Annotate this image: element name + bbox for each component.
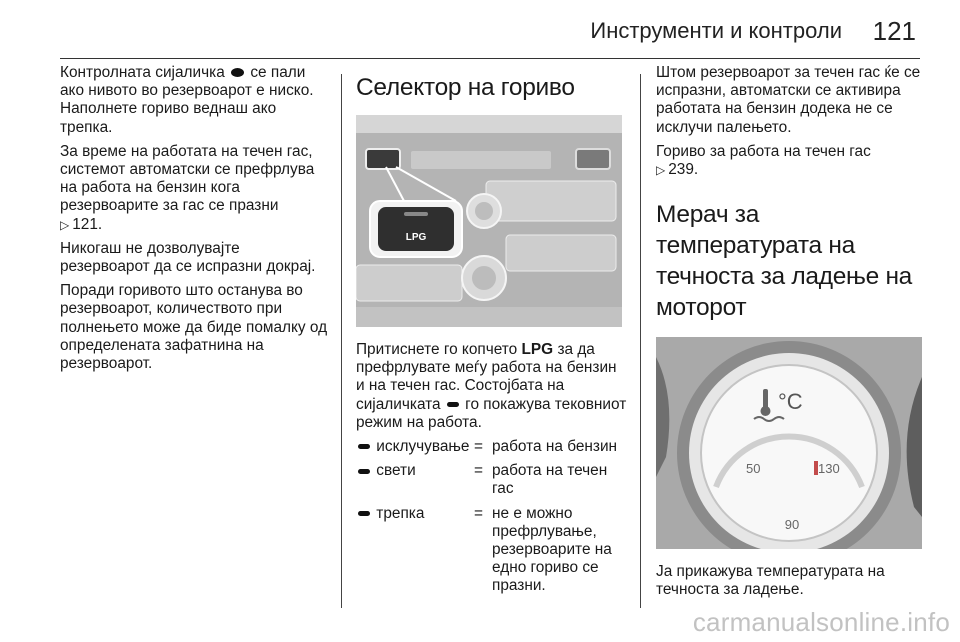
lpg-indicator-lamp-icon [358, 444, 370, 449]
lpg-button-label: LPG [405, 232, 427, 243]
page-title: Инструменти и контроли [590, 18, 842, 43]
watermark: carmanualsonline.info [692, 607, 950, 637]
section-heading: Мерач за температурата на течноста за ладење на моторот [656, 201, 913, 322]
column-divider [640, 74, 641, 608]
paragraph: Ја прикажува температурата на течноста за ладење. [656, 563, 885, 599]
lpg-indicator-lamp-icon [447, 402, 459, 407]
gauge-scale-label: 90 [784, 517, 800, 533]
column-3 [656, 64, 922, 606]
text: се пали ако нивото во резервоарот е ниско. Наполнете гориво веднаш ако трепка. [60, 64, 314, 136]
lamp-state-meaning: работа на течен гас [492, 462, 608, 498]
equals-sign: = [474, 462, 483, 480]
lamp-state-table [356, 438, 626, 602]
lpg-button-reference: LPG [521, 341, 554, 358]
page-reference-link[interactable]: 121. [72, 215, 103, 233]
lamp-state: исклучување [376, 438, 470, 456]
coolant-gauge-figure [656, 337, 922, 549]
lamp-state-meaning: не е можно префрлување, резервоарите на едно гориво се празни. [492, 504, 612, 595]
text: Притиснете го копчето [356, 341, 518, 358]
text: го покажува тековниот режим на работа. [356, 395, 627, 431]
table-row [356, 462, 626, 504]
page-header [60, 0, 920, 59]
gauge-scale-label: 130 [818, 461, 840, 477]
gauge-unit-label: °C [778, 389, 803, 415]
column-divider [341, 74, 342, 608]
paragraph [60, 64, 330, 137]
equals-sign: = [474, 438, 483, 456]
paragraph [656, 143, 922, 179]
column-2 [356, 64, 628, 602]
paragraph: Никогаш не дозволувајте резервоарот да се испразни докрај. [60, 239, 316, 276]
lamp-state: свети [376, 462, 416, 480]
table-row [356, 505, 626, 602]
paragraph [60, 143, 330, 234]
text: Гориво за работа на течен гас [656, 142, 871, 160]
page-reference-link[interactable]: 239. [668, 161, 699, 179]
lpg-indicator-lamp-icon [358, 469, 370, 474]
lamp-state: трепка [376, 504, 425, 522]
lpg-indicator-lamp-icon [358, 511, 370, 516]
paragraph: Штом резервоарот за течен гас ќе се испразни, автоматски се активира работата на бензин додека не се исклучи палењето. [656, 64, 921, 136]
table-row [356, 438, 626, 462]
lpg-selector-illustration [356, 115, 622, 327]
fuel-warning-lamp-icon [231, 68, 244, 77]
text: Контролната сијаличка [60, 64, 225, 81]
section-heading: Селектор на гориво [356, 74, 575, 101]
text: за да префрлувате меѓу работа на бензин и на течен гас. Состојбата на сијаличката [356, 341, 617, 413]
gauge-scale-label: 50 [746, 461, 761, 477]
coolant-gauge-illustration [656, 337, 922, 549]
lamp-state-meaning: работа на бензин [492, 438, 618, 456]
paragraph: Поради горивото што останува во резервоарот, количеството при полнењето може да биде помалку од определената зафатнина на резервоарот. [60, 282, 328, 373]
text: За време на работата на течен гас, системот автоматски се префрлува на работа на бензин кога резервоарите за гас се празни [60, 142, 315, 215]
page-reference-arrow-icon: ▷ [656, 163, 666, 178]
page-number: 121 [872, 16, 916, 46]
column-1 [60, 64, 330, 379]
equals-sign: = [474, 504, 483, 522]
paragraph [356, 341, 628, 432]
page-reference-arrow-icon: ▷ [60, 217, 70, 232]
lpg-selector-figure [356, 115, 622, 327]
